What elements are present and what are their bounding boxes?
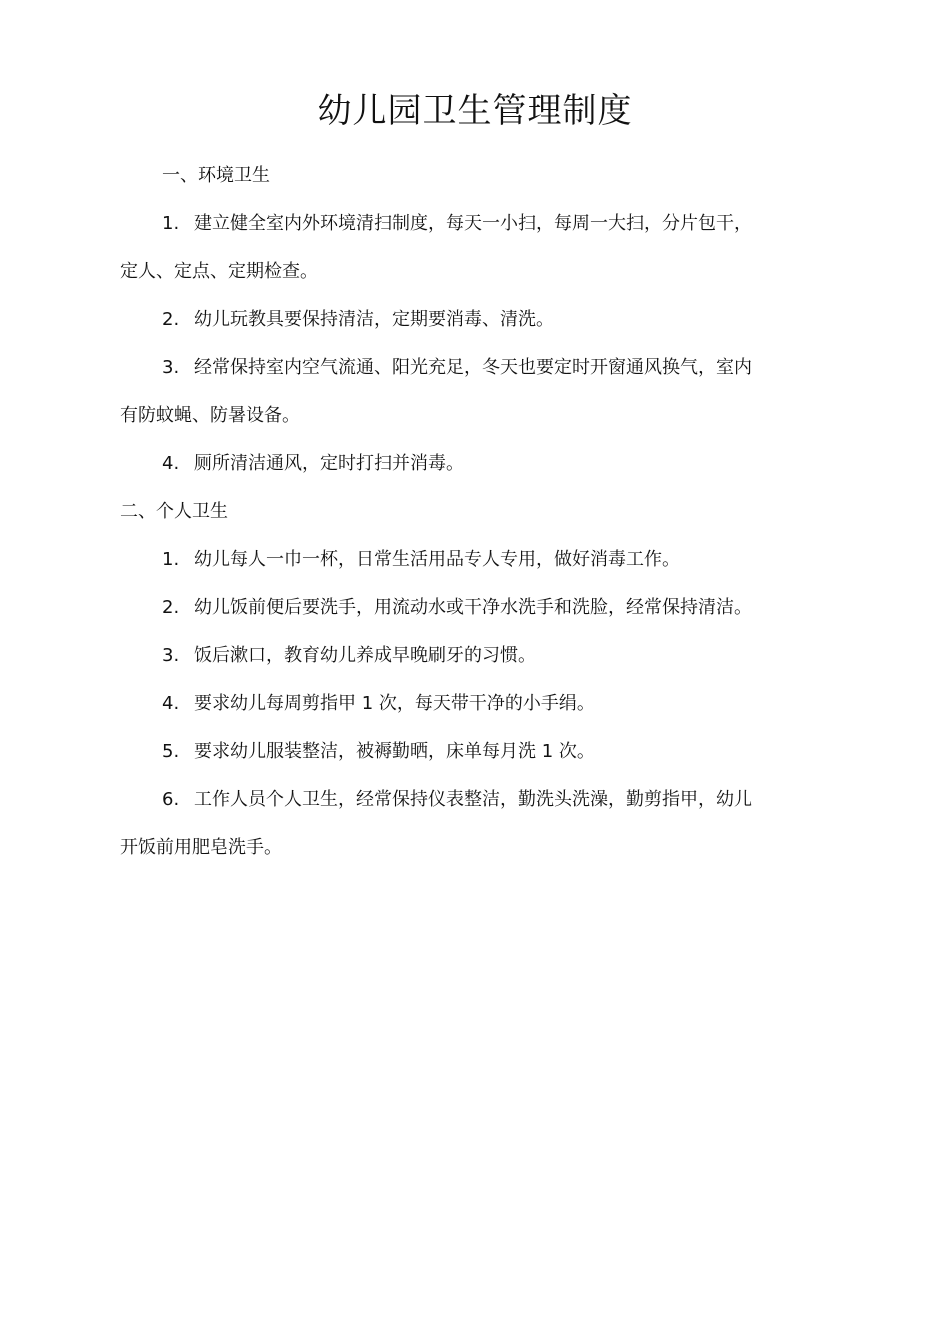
item-text: 幼儿饭前便后要洗手，用流动水或干净水洗手和洗脸，经常保持清洁。 bbox=[194, 597, 752, 618]
item-number: 2. bbox=[162, 597, 180, 618]
item-number: 4. bbox=[162, 693, 180, 714]
section-heading-personal: 二、个人卫生 bbox=[120, 501, 228, 522]
section-heading-environment: 一、环境卫生 bbox=[162, 165, 270, 186]
item-continuation: 定人、定点、定期检查。 bbox=[120, 261, 318, 282]
item-number: 4. bbox=[162, 453, 180, 474]
item-continuation: 有防蚊蝇、防暑设备。 bbox=[120, 405, 300, 426]
list-item bbox=[120, 728, 830, 776]
item-text: 厕所清洁通风，定时打扫并消毒。 bbox=[194, 453, 464, 474]
item-number: 5. bbox=[162, 741, 180, 762]
document-body bbox=[120, 152, 830, 872]
list-item bbox=[120, 680, 830, 728]
list-item bbox=[120, 776, 830, 824]
document-title: 幼儿园卫生管理制度 bbox=[317, 91, 633, 131]
item-number: 1. bbox=[162, 549, 180, 570]
list-item bbox=[120, 536, 830, 584]
item-number: 1. bbox=[162, 213, 180, 234]
item-text: 工作人员个人卫生，经常保持仪表整洁，勤洗头洗澡，勤剪指甲，幼儿 bbox=[194, 789, 752, 810]
list-item bbox=[120, 200, 830, 248]
list-item bbox=[120, 296, 830, 344]
item-text: 要求幼儿服装整洁，被褥勤晒，床单每月洗 1 次。 bbox=[194, 741, 595, 762]
list-item bbox=[120, 440, 830, 488]
item-text: 幼儿每人一巾一杯，日常生活用品专人专用，做好消毒工作。 bbox=[194, 549, 680, 570]
item-text: 建立健全室内外环境清扫制度，每天一小扫，每周一大扫，分片包干， bbox=[194, 213, 752, 234]
item-text: 幼儿玩教具要保持清洁，定期要消毒、清洗。 bbox=[194, 309, 554, 330]
item-number: 3. bbox=[162, 357, 180, 378]
list-item bbox=[120, 344, 830, 392]
item-text: 饭后漱口，教育幼儿养成早晚刷牙的习惯。 bbox=[194, 645, 536, 666]
item-number: 6. bbox=[162, 789, 180, 810]
item-text: 经常保持室内空气流通、阳光充足，冬天也要定时开窗通风换气，室内 bbox=[194, 357, 752, 378]
item-continuation: 开饭前用肥皂洗手。 bbox=[120, 837, 282, 858]
item-text: 要求幼儿每周剪指甲 1 次，每天带干净的小手绢。 bbox=[194, 693, 595, 714]
list-item bbox=[120, 584, 830, 632]
item-number: 2. bbox=[162, 309, 180, 330]
item-number: 3. bbox=[162, 645, 180, 666]
list-item bbox=[120, 632, 830, 680]
